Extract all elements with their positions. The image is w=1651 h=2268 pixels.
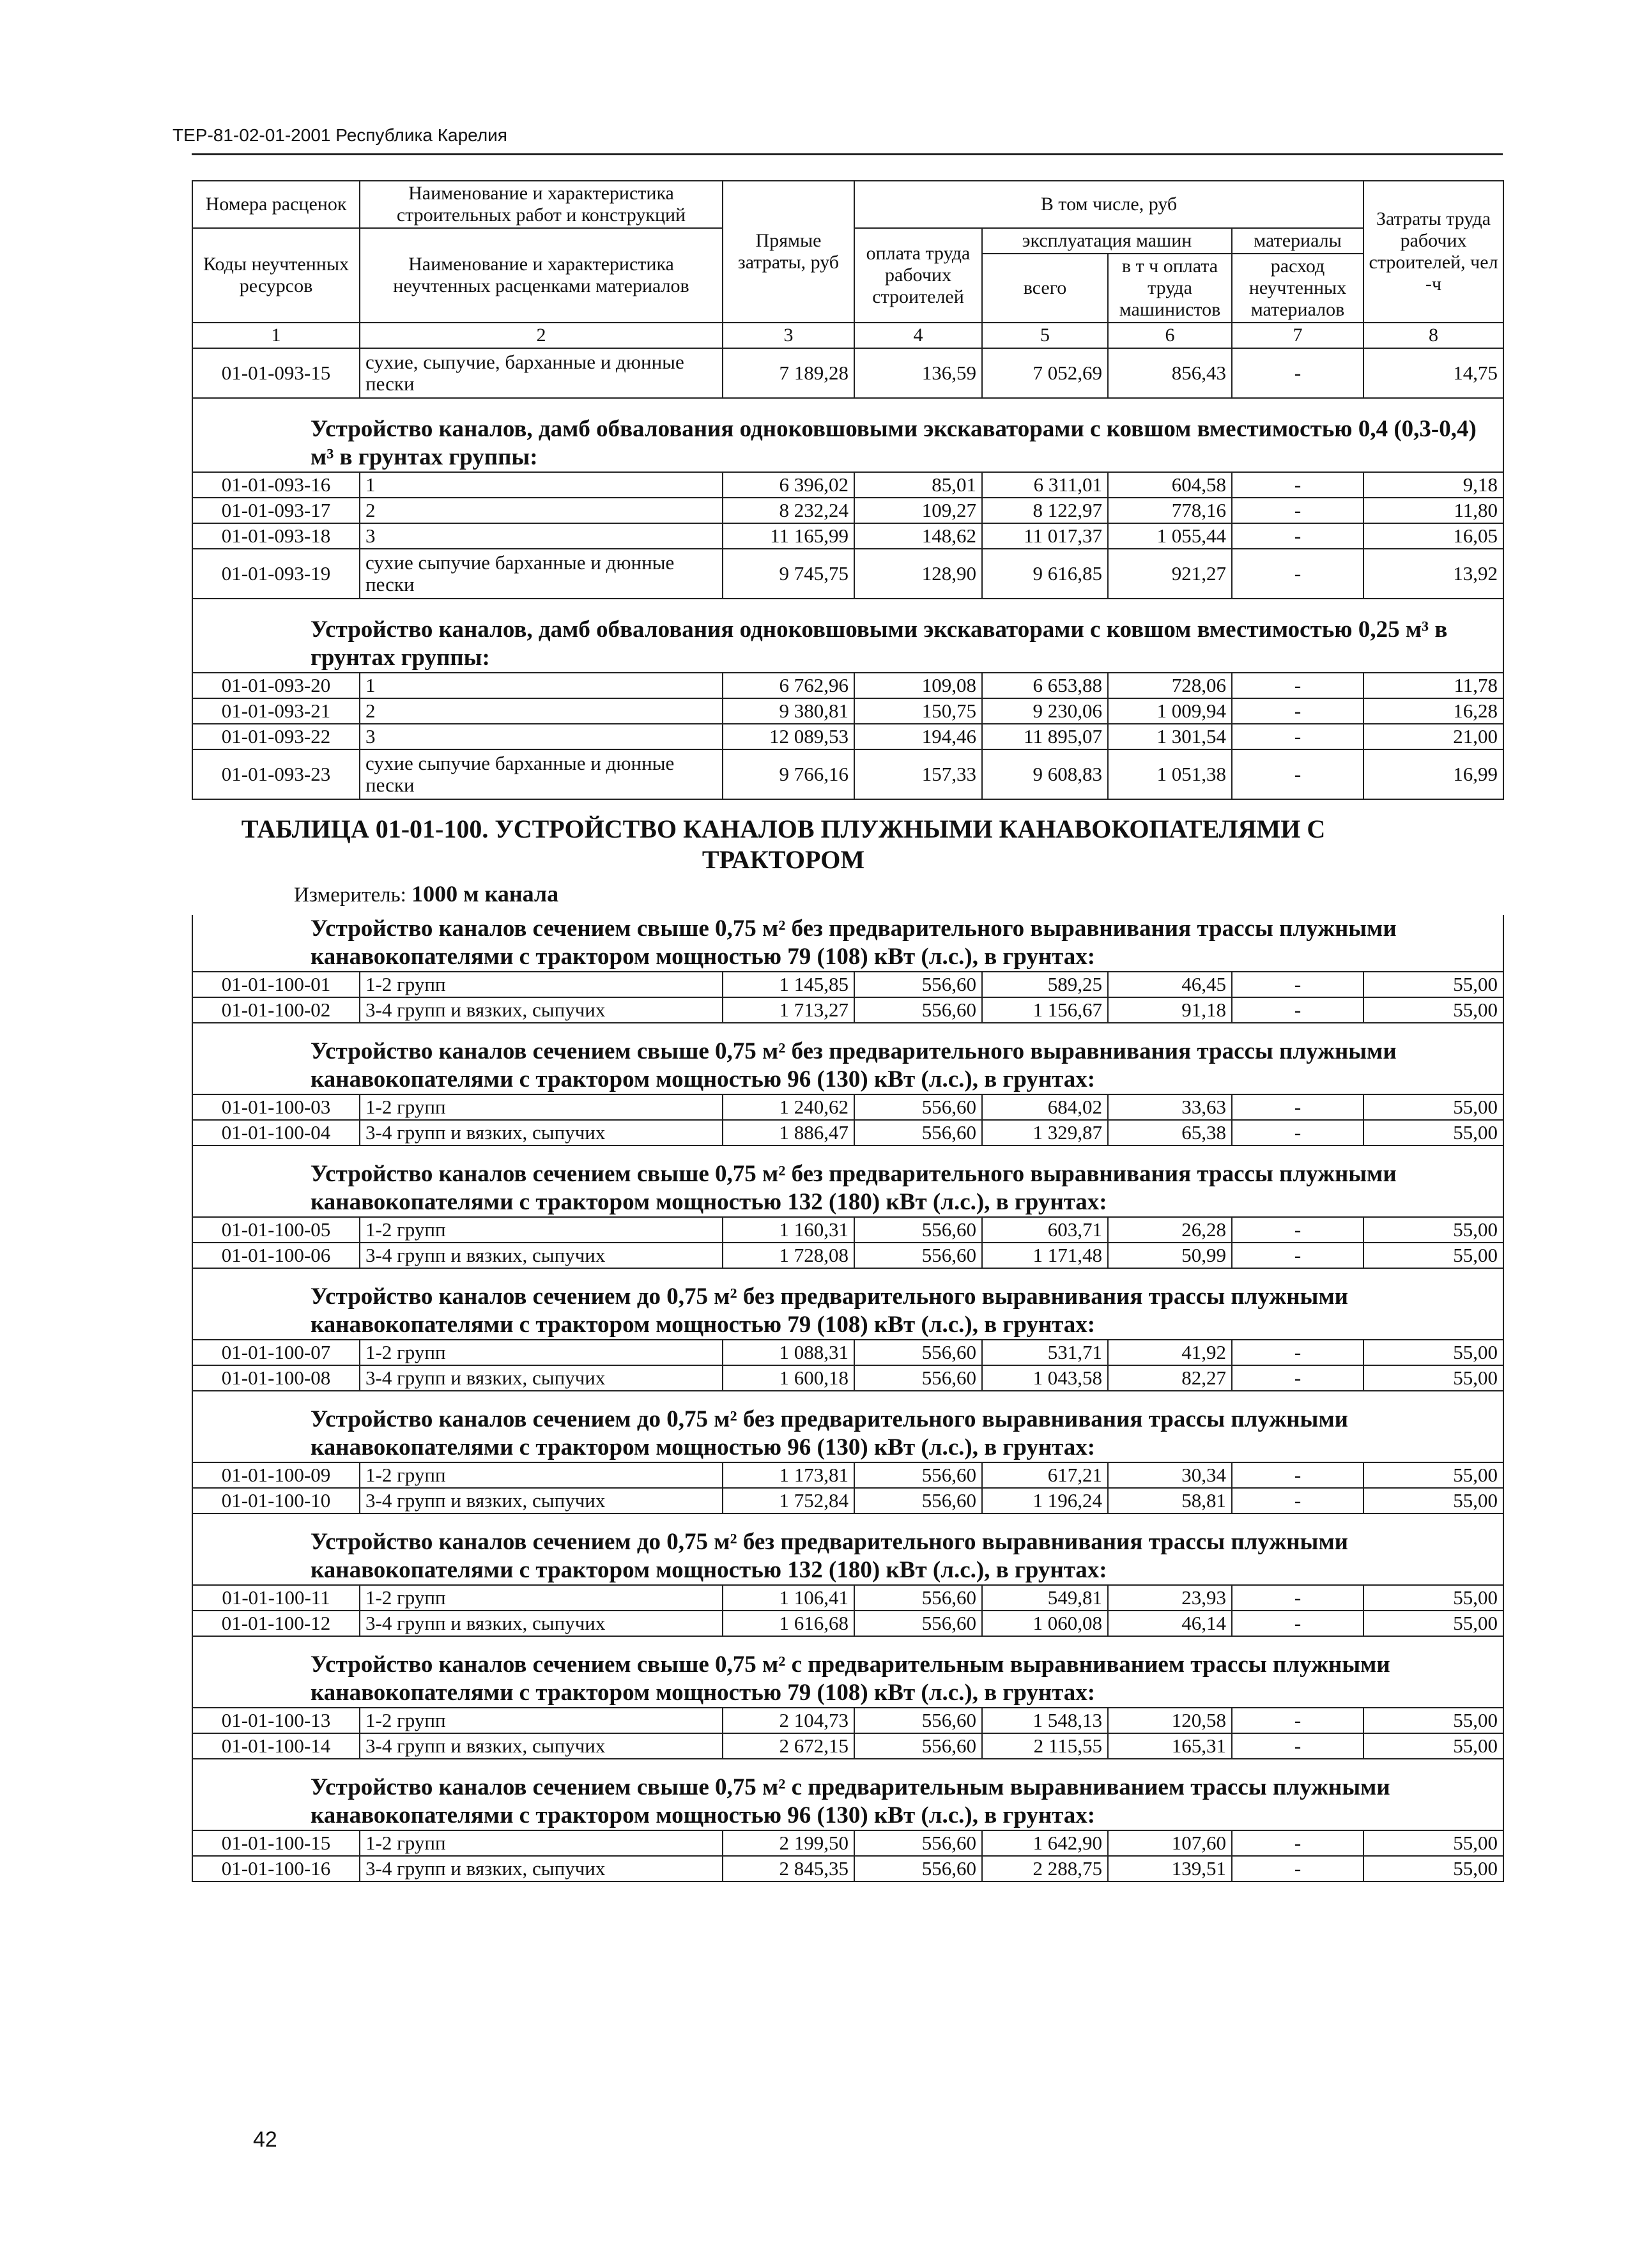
rate-code: 01-01-100-01 — [192, 972, 360, 997]
direct-cost: 9 380,81 — [723, 698, 854, 724]
machines-labor: 921,27 — [1108, 549, 1232, 599]
table-row — [192, 1120, 1503, 1145]
direct-cost: 1 106,41 — [723, 1585, 854, 1611]
rate-name: 3-4 групп и вязких, сыпучих — [360, 1488, 723, 1513]
running-header: ТЕР-81-02-01-2001 Республика Карелия — [173, 125, 507, 145]
table-row — [192, 472, 1503, 498]
rate-code: 01-01-100-16 — [192, 1856, 360, 1881]
col-header-mat-cons: расход неучтенных материалов — [1232, 254, 1363, 323]
section-title: Устройство каналов сечением свыше 0,75 м² без предварительного выравнивания трассы плужными канавокопателями с трактором мощностью 79 (108) кВт (л.с.), в грунтах: — [192, 915, 1503, 972]
labor-hours: 55,00 — [1363, 1856, 1503, 1881]
labor-pay: 556,60 — [854, 1217, 982, 1243]
labor-hours: 16,28 — [1363, 698, 1503, 724]
measure-line — [192, 878, 1503, 915]
table-row — [192, 1856, 1503, 1881]
rate-name: 3-4 групп и вязких, сыпучих — [360, 1365, 723, 1391]
header-rule — [192, 153, 1503, 155]
section-header-row — [192, 1391, 1503, 1462]
labor-hours: 55,00 — [1363, 1708, 1503, 1733]
rate-code: 01-01-100-03 — [192, 1094, 360, 1120]
direct-cost: 6 396,02 — [723, 472, 854, 498]
labor-pay: 157,33 — [854, 749, 982, 799]
col-header-incl: В том числе, руб — [854, 181, 1363, 228]
machines-labor: 778,16 — [1108, 498, 1232, 523]
direct-cost: 8 232,24 — [723, 498, 854, 523]
col-header-materials: материалы — [1232, 228, 1363, 254]
machines-labor: 604,58 — [1108, 472, 1232, 498]
table-093-body — [192, 181, 1503, 799]
document-body — [192, 180, 1503, 1882]
labor-pay: 556,60 — [854, 1120, 982, 1145]
machines-labor: 58,81 — [1108, 1488, 1232, 1513]
labor-hours: 11,80 — [1363, 498, 1503, 523]
rate-name: 1-2 групп — [360, 1462, 723, 1488]
direct-cost: 1 088,31 — [723, 1340, 854, 1365]
machines-labor: 91,18 — [1108, 997, 1232, 1023]
table-row — [192, 1708, 1503, 1733]
machines-total: 1 156,67 — [982, 997, 1108, 1023]
table-row — [192, 1585, 1503, 1611]
machines-total: 1 060,08 — [982, 1611, 1108, 1636]
machines-labor: 46,45 — [1108, 972, 1232, 997]
rate-name: 1-2 групп — [360, 1340, 723, 1365]
machines-labor: 50,99 — [1108, 1243, 1232, 1268]
rate-code: 01-01-093-16 — [192, 472, 360, 498]
col-header-name-top: Наименование и характеристика строительных работ и конструкций — [360, 181, 723, 228]
labor-hours: 55,00 — [1363, 997, 1503, 1023]
materials: - — [1232, 1611, 1363, 1636]
rate-code: 01-01-100-05 — [192, 1217, 360, 1243]
labor-hours: 55,00 — [1363, 1585, 1503, 1611]
rate-name: 3 — [360, 724, 723, 749]
machines-labor: 139,51 — [1108, 1856, 1232, 1881]
materials: - — [1232, 997, 1363, 1023]
table-row — [192, 1340, 1503, 1365]
table-row — [192, 498, 1503, 523]
materials: - — [1232, 698, 1363, 724]
labor-hours: 9,18 — [1363, 472, 1503, 498]
machines-labor: 1 009,94 — [1108, 698, 1232, 724]
rate-name: 1-2 групп — [360, 1708, 723, 1733]
section-title: Устройство каналов сечением до 0,75 м² без предварительного выравнивания трассы плужными канавокопателями с трактором мощностью 96 (130) кВт (л.с.), в грунтах: — [192, 1391, 1503, 1462]
rate-code: 01-01-100-14 — [192, 1733, 360, 1759]
rate-name: 3-4 групп и вязких, сыпучих — [360, 997, 723, 1023]
rate-code: 01-01-100-13 — [192, 1708, 360, 1733]
col-number: 4 — [854, 323, 982, 348]
materials: - — [1232, 1856, 1363, 1881]
col-number-row — [192, 323, 1503, 348]
direct-cost: 1 173,81 — [723, 1462, 854, 1488]
labor-pay: 556,60 — [854, 1708, 982, 1733]
machines-labor: 46,14 — [1108, 1611, 1232, 1636]
section-header-row — [192, 1759, 1503, 1830]
section-header-row — [192, 599, 1503, 673]
labor-pay: 148,62 — [854, 523, 982, 549]
labor-pay: 556,60 — [854, 1243, 982, 1268]
machines-total: 11 895,07 — [982, 724, 1108, 749]
machines-total: 9 608,83 — [982, 749, 1108, 799]
machines-labor: 1 301,54 — [1108, 724, 1232, 749]
labor-hours: 55,00 — [1363, 1488, 1503, 1513]
rate-code: 01-01-093-22 — [192, 724, 360, 749]
table-row — [192, 348, 1503, 398]
labor-pay: 556,60 — [854, 1585, 982, 1611]
machines-total: 1 171,48 — [982, 1243, 1108, 1268]
rate-name: 3-4 групп и вязких, сыпучих — [360, 1120, 723, 1145]
materials: - — [1232, 348, 1363, 398]
rate-code: 01-01-093-15 — [192, 348, 360, 398]
col-header-codes-top: Номера расценок — [192, 181, 360, 228]
col-number: 5 — [982, 323, 1108, 348]
machines-total: 603,71 — [982, 1217, 1108, 1243]
col-header-name-bottom: Наименование и характеристика неучтенных расценками материалов — [360, 228, 723, 323]
machines-labor: 26,28 — [1108, 1217, 1232, 1243]
labor-hours: 55,00 — [1363, 1120, 1503, 1145]
direct-cost: 11 165,99 — [723, 523, 854, 549]
labor-hours: 16,99 — [1363, 749, 1503, 799]
col-header-mach-incl: в т ч оплата труда машинистов — [1108, 254, 1232, 323]
direct-cost: 1 752,84 — [723, 1488, 854, 1513]
labor-pay: 85,01 — [854, 472, 982, 498]
rate-code: 01-01-100-02 — [192, 997, 360, 1023]
col-header-machines: эксплуатация машин — [982, 228, 1232, 254]
rate-code: 01-01-093-17 — [192, 498, 360, 523]
table-row — [192, 549, 1503, 599]
rate-name: 2 — [360, 498, 723, 523]
table-row — [192, 997, 1503, 1023]
machines-labor: 23,93 — [1108, 1585, 1232, 1611]
machines-total: 684,02 — [982, 1094, 1108, 1120]
machines-labor: 728,06 — [1108, 673, 1232, 698]
labor-hours: 16,05 — [1363, 523, 1503, 549]
table-row — [192, 1462, 1503, 1488]
rate-name: 1-2 групп — [360, 1585, 723, 1611]
rate-name: 1-2 групп — [360, 1217, 723, 1243]
direct-cost: 1 600,18 — [723, 1365, 854, 1391]
labor-pay: 136,59 — [854, 348, 982, 398]
table-row — [192, 1094, 1503, 1120]
col-header-codes-bottom: Коды неучтенных ресурсов — [192, 228, 360, 323]
labor-pay: 128,90 — [854, 549, 982, 599]
labor-pay: 556,60 — [854, 1094, 982, 1120]
section-title: Устройство каналов, дамб обвалования одноковшовыми экскаваторами с ковшом вместимостью 0,25 м³ в грунтах группы: — [192, 599, 1503, 673]
rate-name: 3 — [360, 523, 723, 549]
table-row — [192, 698, 1503, 724]
labor-pay: 556,60 — [854, 972, 982, 997]
materials: - — [1232, 549, 1363, 599]
machines-total: 2 288,75 — [982, 1856, 1108, 1881]
machines-total: 549,81 — [982, 1585, 1108, 1611]
direct-cost: 7 189,28 — [723, 348, 854, 398]
machines-total: 1 043,58 — [982, 1365, 1108, 1391]
labor-hours: 21,00 — [1363, 724, 1503, 749]
materials: - — [1232, 1340, 1363, 1365]
labor-pay: 556,60 — [854, 1365, 982, 1391]
labor-hours: 55,00 — [1363, 1217, 1503, 1243]
labor-pay: 109,08 — [854, 673, 982, 698]
machines-total: 6 311,01 — [982, 472, 1108, 498]
labor-hours: 13,92 — [1363, 549, 1503, 599]
materials: - — [1232, 1217, 1363, 1243]
direct-cost: 2 672,15 — [723, 1733, 854, 1759]
section-header-row — [192, 1513, 1503, 1585]
machines-labor: 1 055,44 — [1108, 523, 1232, 549]
rate-code: 01-01-100-11 — [192, 1585, 360, 1611]
rate-code: 01-01-100-10 — [192, 1488, 360, 1513]
direct-cost: 12 089,53 — [723, 724, 854, 749]
table-row — [192, 749, 1503, 799]
materials: - — [1232, 1462, 1363, 1488]
rate-code: 01-01-100-12 — [192, 1611, 360, 1636]
col-header-mach-total: всего — [982, 254, 1108, 323]
rate-name: сухие, сыпучие, барханные и дюнные пески — [360, 348, 723, 398]
labor-hours: 55,00 — [1363, 1611, 1503, 1636]
materials: - — [1232, 1488, 1363, 1513]
machines-total: 6 653,88 — [982, 673, 1108, 698]
machines-total: 1 329,87 — [982, 1120, 1108, 1145]
rate-code: 01-01-100-08 — [192, 1365, 360, 1391]
table-row — [192, 523, 1503, 549]
section-title: Устройство каналов сечением до 0,75 м² без предварительного выравнивания трассы плужными канавокопателями с трактором мощностью 79 (108) кВт (л.с.), в грунтах: — [192, 1268, 1503, 1340]
direct-cost: 1 145,85 — [723, 972, 854, 997]
col-number: 2 — [360, 323, 723, 348]
direct-cost: 9 766,16 — [723, 749, 854, 799]
rate-name: 3-4 групп и вязких, сыпучих — [360, 1611, 723, 1636]
labor-pay: 556,60 — [854, 997, 982, 1023]
rate-name: сухие сыпучие барханные и дюнные пески — [360, 549, 723, 599]
table-row — [192, 1611, 1503, 1636]
rate-name: 1-2 групп — [360, 1830, 723, 1856]
direct-cost: 6 762,96 — [723, 673, 854, 698]
machines-labor: 165,31 — [1108, 1733, 1232, 1759]
machines-total: 8 122,97 — [982, 498, 1108, 523]
table-row — [192, 1243, 1503, 1268]
rate-name: 3-4 групп и вязких, сыпучих — [360, 1733, 723, 1759]
measure-label: Измеритель: — [294, 884, 406, 907]
machines-total: 589,25 — [982, 972, 1108, 997]
rate-name: 3-4 групп и вязких, сыпучих — [360, 1856, 723, 1881]
table-row — [192, 1830, 1503, 1856]
direct-cost: 2 199,50 — [723, 1830, 854, 1856]
section-header-row — [192, 1145, 1503, 1217]
direct-cost: 2 104,73 — [723, 1708, 854, 1733]
rate-name: 1-2 групп — [360, 972, 723, 997]
direct-cost: 1 160,31 — [723, 1217, 854, 1243]
labor-pay: 556,60 — [854, 1733, 982, 1759]
materials: - — [1232, 472, 1363, 498]
labor-pay: 556,60 — [854, 1488, 982, 1513]
materials: - — [1232, 1830, 1363, 1856]
labor-pay: 556,60 — [854, 1462, 982, 1488]
labor-hours: 55,00 — [1363, 972, 1503, 997]
labor-hours: 11,78 — [1363, 673, 1503, 698]
machines-total: 617,21 — [982, 1462, 1108, 1488]
section-title: Устройство каналов сечением свыше 0,75 м² без предварительного выравнивания трассы плужными канавокопателями с трактором мощностью 96 (130) кВт (л.с.), в грунтах: — [192, 1023, 1503, 1094]
machines-total: 2 115,55 — [982, 1733, 1108, 1759]
materials: - — [1232, 724, 1363, 749]
materials: - — [1232, 673, 1363, 698]
labor-pay: 556,60 — [854, 1856, 982, 1881]
table-093 — [192, 180, 1504, 800]
labor-pay: 150,75 — [854, 698, 982, 724]
labor-pay: 556,60 — [854, 1340, 982, 1365]
col-number: 6 — [1108, 323, 1232, 348]
section-title: Устройство каналов, дамб обвалования одноковшовыми экскаваторами с ковшом вместимостью 0,4 (0,3-0,4) м³ в грунтах группы: — [192, 398, 1503, 472]
machines-labor: 1 051,38 — [1108, 749, 1232, 799]
labor-hours: 55,00 — [1363, 1094, 1503, 1120]
col-number: 7 — [1232, 323, 1363, 348]
rate-name: 1 — [360, 472, 723, 498]
labor-pay: 194,46 — [854, 724, 982, 749]
materials: - — [1232, 1708, 1363, 1733]
table-row — [192, 1488, 1503, 1513]
rate-code: 01-01-093-23 — [192, 749, 360, 799]
rate-name: 3-4 групп и вязких, сыпучих — [360, 1243, 723, 1268]
machines-total: 9 230,06 — [982, 698, 1108, 724]
rate-code: 01-01-093-18 — [192, 523, 360, 549]
machines-labor: 65,38 — [1108, 1120, 1232, 1145]
machines-labor: 30,34 — [1108, 1462, 1232, 1488]
rate-name: 2 — [360, 698, 723, 724]
rate-code: 01-01-100-09 — [192, 1462, 360, 1488]
rate-name: сухие сыпучие барханные и дюнные пески — [360, 749, 723, 799]
direct-cost: 1 616,68 — [723, 1611, 854, 1636]
machines-labor: 107,60 — [1108, 1830, 1232, 1856]
direct-cost: 1 240,62 — [723, 1094, 854, 1120]
machines-total: 1 196,24 — [982, 1488, 1108, 1513]
materials: - — [1232, 1243, 1363, 1268]
section-header-row — [192, 1023, 1503, 1094]
section-title: Устройство каналов сечением свыше 0,75 м² с предварительным выравниванием трассы плужными канавокопателями с трактором мощностью 96 (130) кВт (л.с.), в грунтах: — [192, 1759, 1503, 1830]
direct-cost: 1 713,27 — [723, 997, 854, 1023]
table-row — [192, 972, 1503, 997]
machines-total: 11 017,37 — [982, 523, 1108, 549]
table-row — [192, 673, 1503, 698]
machines-total: 9 616,85 — [982, 549, 1108, 599]
section-header-row — [192, 398, 1503, 472]
machines-labor: 120,58 — [1108, 1708, 1232, 1733]
machines-labor: 82,27 — [1108, 1365, 1232, 1391]
labor-hours: 55,00 — [1363, 1365, 1503, 1391]
materials: - — [1232, 1365, 1363, 1391]
col-number: 1 — [192, 323, 360, 348]
section-header-row — [192, 1268, 1503, 1340]
materials: - — [1232, 1120, 1363, 1145]
rate-code: 01-01-100-04 — [192, 1120, 360, 1145]
table-row — [192, 1217, 1503, 1243]
section-header-row — [192, 1636, 1503, 1708]
table-row — [192, 724, 1503, 749]
direct-cost: 2 845,35 — [723, 1856, 854, 1881]
materials: - — [1232, 1094, 1363, 1120]
section-title: Устройство каналов сечением свыше 0,75 м² с предварительным выравниванием трассы плужными канавокопателями с трактором мощностью 79 (108) кВт (л.с.), в грунтах: — [192, 1636, 1503, 1708]
page-number: 42 — [253, 2127, 277, 2152]
measure-value: 1000 м канала — [411, 881, 559, 907]
machines-total: 1 548,13 — [982, 1708, 1108, 1733]
labor-pay: 556,60 — [854, 1611, 982, 1636]
labor-hours: 55,00 — [1363, 1462, 1503, 1488]
rate-code: 01-01-100-15 — [192, 1830, 360, 1856]
machines-labor: 856,43 — [1108, 348, 1232, 398]
labor-hours: 55,00 — [1363, 1243, 1503, 1268]
col-number: 3 — [723, 323, 854, 348]
direct-cost: 9 745,75 — [723, 549, 854, 599]
table-100-body — [192, 915, 1503, 1881]
col-header-direct: Прямые затраты, руб — [723, 181, 854, 323]
table-row — [192, 1365, 1503, 1391]
table-title: ТАБЛИЦА 01-01-100. УСТРОЙСТВО КАНАЛОВ ПЛУЖНЫМИ КАНАВОКОПАТЕЛЯМИ С ТРАКТОРОМ — [241, 815, 1326, 874]
machines-labor: 41,92 — [1108, 1340, 1232, 1365]
rate-name: 1-2 групп — [360, 1094, 723, 1120]
labor-pay: 109,27 — [854, 498, 982, 523]
rate-name: 1 — [360, 673, 723, 698]
section-title: Устройство каналов сечением до 0,75 м² без предварительного выравнивания трассы плужными канавокопателями с трактором мощностью 132 (180) кВт (л.с.), в грунтах: — [192, 1513, 1503, 1585]
direct-cost: 1 886,47 — [723, 1120, 854, 1145]
machines-total: 1 642,90 — [982, 1830, 1108, 1856]
machines-total: 531,71 — [982, 1340, 1108, 1365]
table-row — [192, 1733, 1503, 1759]
materials: - — [1232, 972, 1363, 997]
rate-code: 01-01-093-19 — [192, 549, 360, 599]
labor-hours: 55,00 — [1363, 1830, 1503, 1856]
machines-labor: 33,63 — [1108, 1094, 1232, 1120]
rate-code: 01-01-100-06 — [192, 1243, 360, 1268]
col-header-labor-cost: Затраты труда рабочих строителей, чел -ч — [1363, 181, 1503, 323]
labor-hours: 55,00 — [1363, 1733, 1503, 1759]
section-header-row — [192, 915, 1503, 972]
materials: - — [1232, 1585, 1363, 1611]
rate-code: 01-01-100-07 — [192, 1340, 360, 1365]
labor-hours: 55,00 — [1363, 1340, 1503, 1365]
materials: - — [1232, 498, 1363, 523]
table-100 — [192, 915, 1504, 1882]
col-number: 8 — [1363, 323, 1503, 348]
machines-total: 7 052,69 — [982, 348, 1108, 398]
col-header-labor-pay: оплата труда рабочих строителей — [854, 228, 982, 323]
rate-code: 01-01-093-20 — [192, 673, 360, 698]
materials: - — [1232, 523, 1363, 549]
labor-pay: 556,60 — [854, 1830, 982, 1856]
section-title: Устройство каналов сечением свыше 0,75 м² без предварительного выравнивания трассы плужными канавокопателями с трактором мощностью 132 (180) кВт (л.с.), в грунтах: — [192, 1145, 1503, 1217]
materials: - — [1232, 1733, 1363, 1759]
rate-code: 01-01-093-21 — [192, 698, 360, 724]
direct-cost: 1 728,08 — [723, 1243, 854, 1268]
labor-hours: 14,75 — [1363, 348, 1503, 398]
materials: - — [1232, 749, 1363, 799]
